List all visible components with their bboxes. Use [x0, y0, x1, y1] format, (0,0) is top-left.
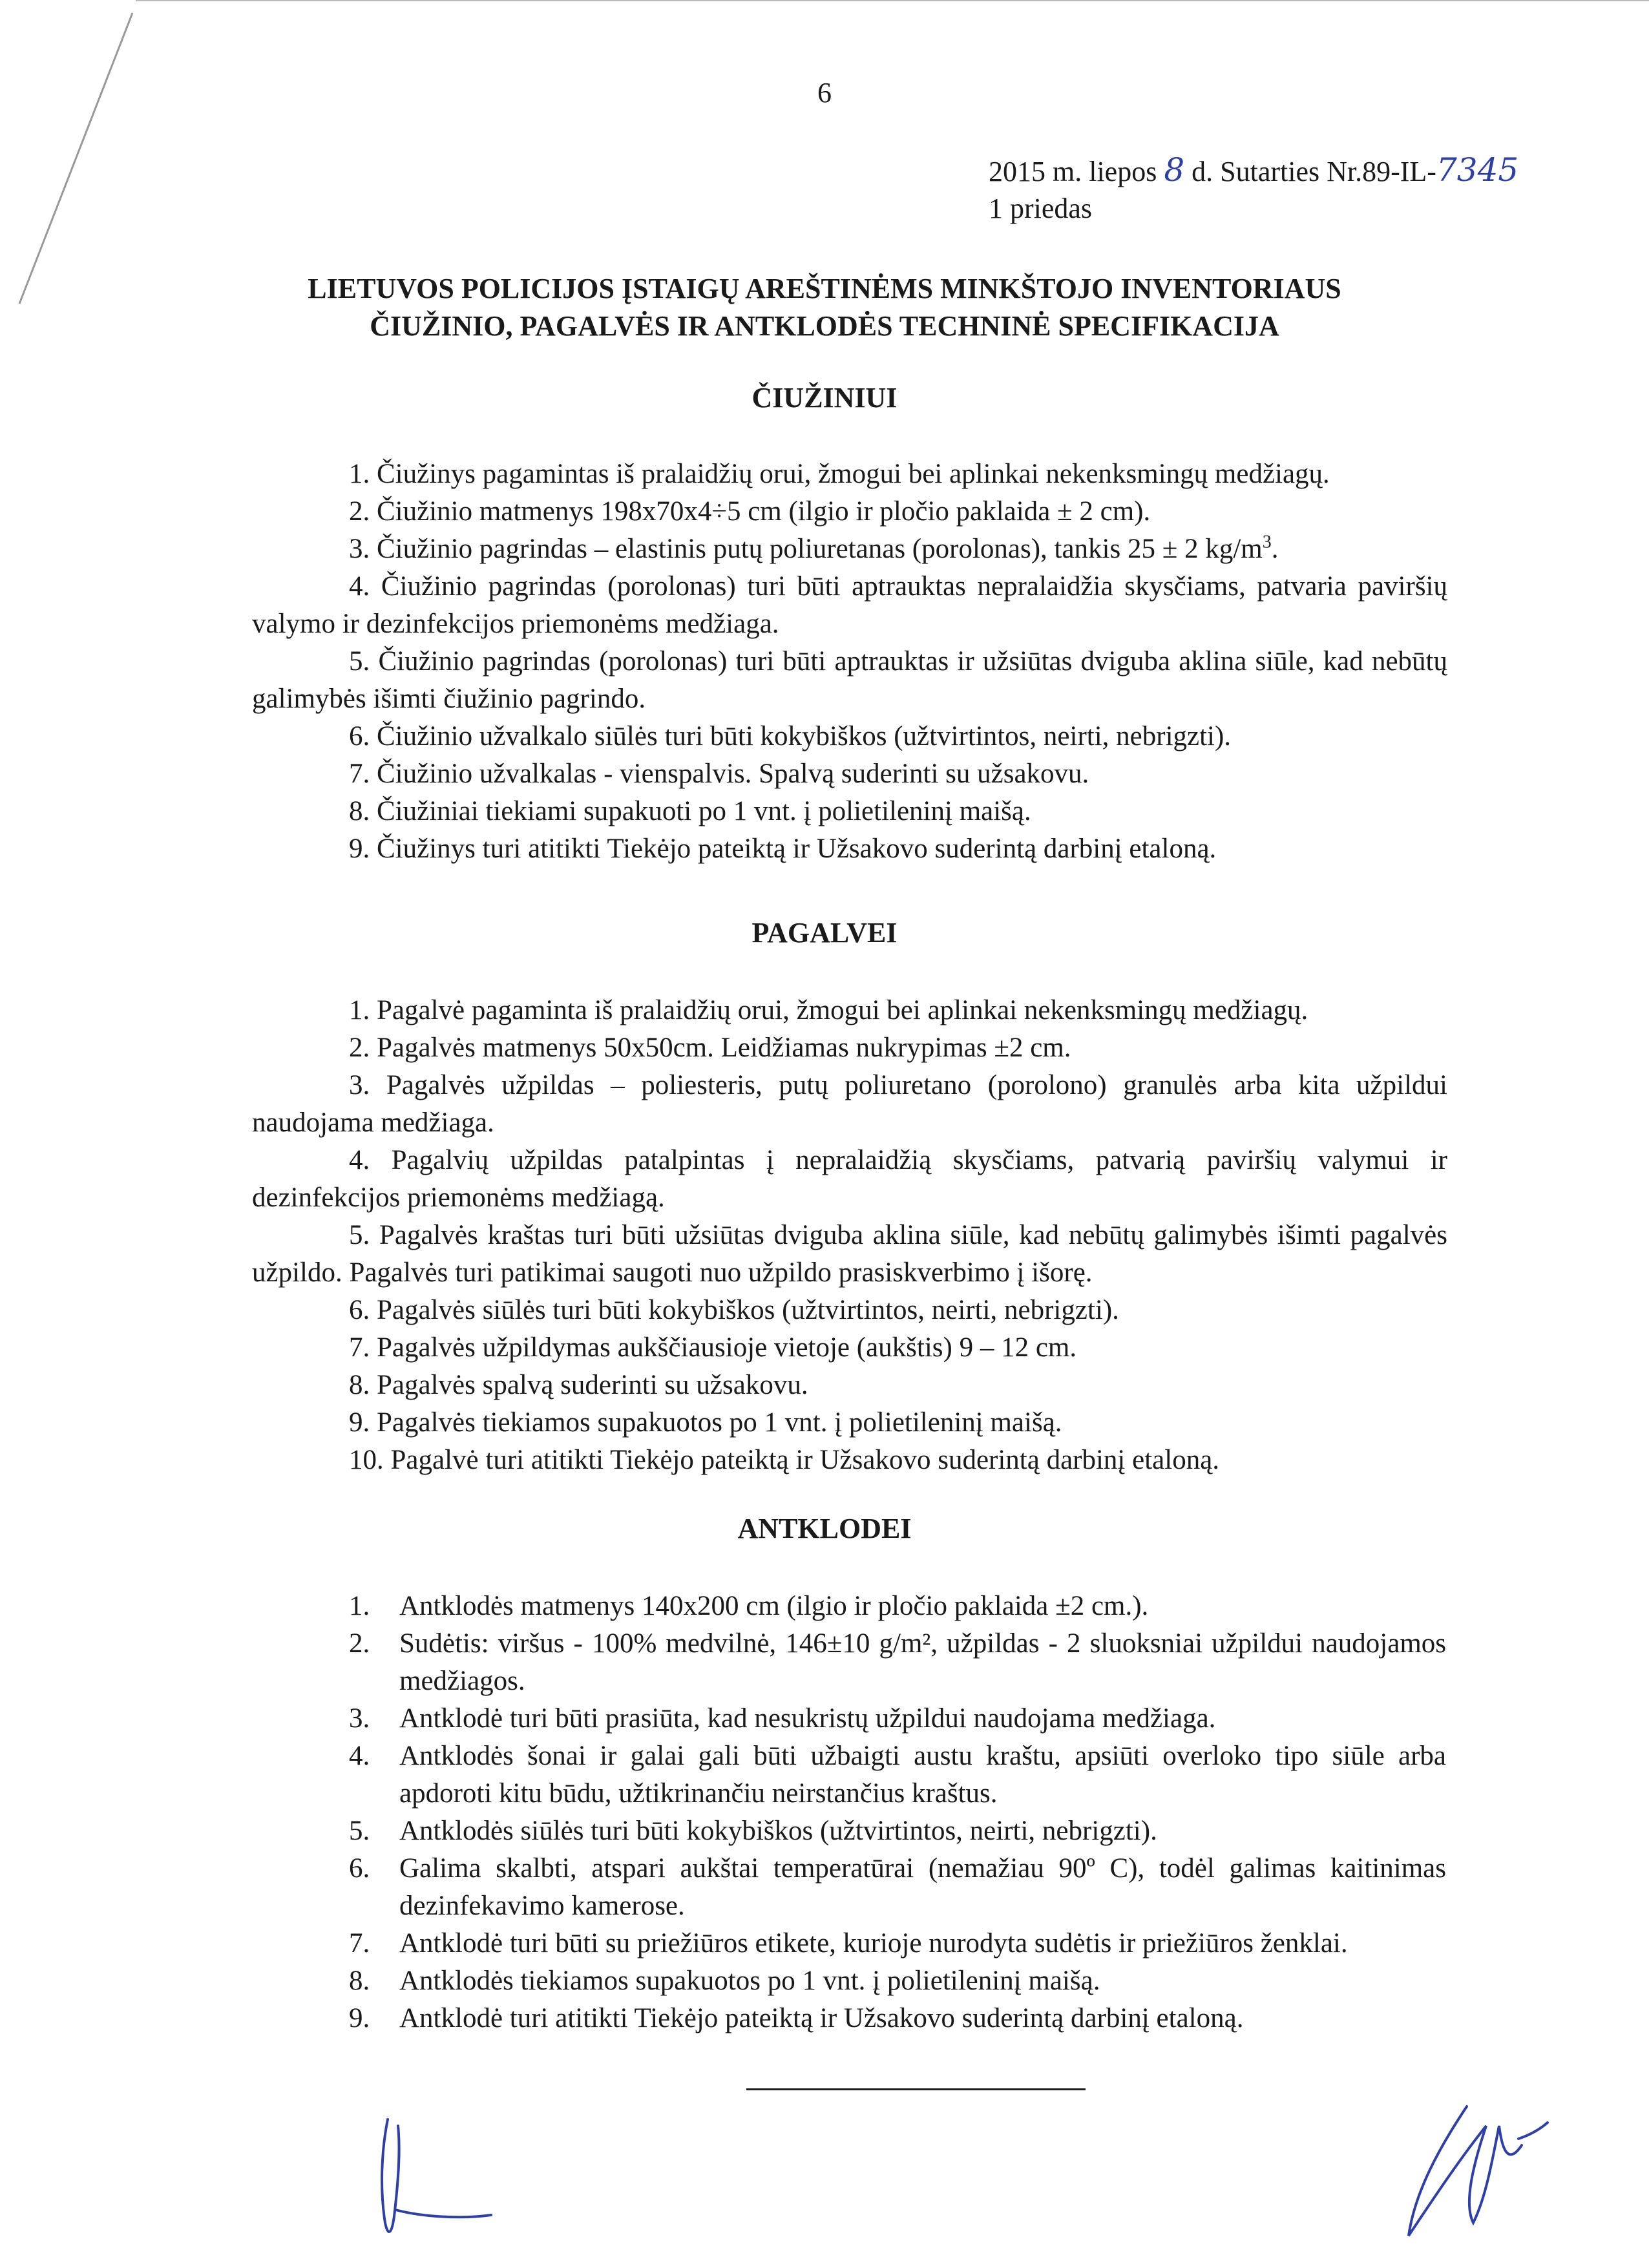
superscript-3: 3: [1262, 532, 1272, 552]
blanket-item-3: 3. Antklodė turi būti prasiūta, kad nesukristų užpildui naudojama medžiaga.: [349, 1703, 1216, 1734]
mattress-item-8: 8. Čiužiniai tiekiami supakuoti po 1 vnt. į polietileninį maišą.: [349, 796, 1031, 826]
date-prefix: 2015 m. liepos: [989, 156, 1157, 187]
blanket-item-8: 8. Antklodės tiekiamos supakuotos po 1 vnt. į polietileninį maišą.: [349, 1966, 1100, 1996]
blanket-item-2: 2. Sudėtis: viršus - 100% medvilnė, 146±10 g/m², užpildas - 2 sluoksniai užpildui naudojamos medžiagos.: [349, 1628, 1446, 1696]
pillow-item-7: 7. Pagalvės užpildymas aukščiausioje vietoje (aukštis) 9 – 12 cm.: [349, 1332, 1077, 1363]
blanket-item-1: 1. Antklodės matmenys 140x200 cm (ilgio ir pločio paklaida ±2 cm.).: [349, 1591, 1149, 1621]
pillow-item-2: 2. Pagalvės matmenys 50x50cm. Leidžiamas nukrypimas ±2 cm.: [349, 1033, 1071, 1063]
pillow-item-10: 10. Pagalvė turi atitikti Tiekėjo pateiktą ir Užsakovo suderintą darbinį etaloną.: [349, 1445, 1220, 1475]
handwritten-day: 8: [1164, 151, 1185, 189]
mattress-item-4: 4. Čiužinio pagrindas (porolonas) turi būti aptrauktas nepralaidžia skysčiams, patvaria paviršių valymo ir dezinfekcijos priemonėms medžiaga.: [252, 571, 1447, 639]
mattress-item-9: 9. Čiužinys turi atitikti Tiekėjo pateiktą ir Užsakovo suderintą darbinį etaloną.: [349, 834, 1217, 864]
document-title-line-1: LIETUVOS POLICIJOS ĮSTAIGŲ AREŠTINĖMS MINKŠTOJO INVENTORIAUS: [308, 273, 1341, 304]
signature-left: [362, 2113, 517, 2255]
pillow-item-9: 9. Pagalvės tiekiamos supakuotos po 1 vnt. į polietileninį maišą.: [349, 1407, 1062, 1438]
blanket-item-4: 4. Antklodės šonai ir galai gali būti užbaigti austu kraštu, apsiūti overloko tipo siūle arba apdoroti kitu būdu, užtikrinančiu neirstančius kraštus.: [349, 1741, 1446, 1809]
section-heading-mattress: ČIUŽINIUI: [751, 382, 898, 414]
blanket-item-9: 9. Antklodė turi atitikti Tiekėjo pateiktą ir Užsakovo suderintą darbinį etaloną.: [349, 2003, 1244, 2033]
contract-prefix: d. Sutarties Nr.89-IL-: [1192, 156, 1436, 187]
contract-reference: [989, 152, 1518, 190]
pillow-item-3: 3. Pagalvės užpildas – poliesteris, putų poliuretano (porolono) granulės arba kita užpildui naudojama medžiaga.: [252, 1070, 1447, 1138]
mattress-item-6: 6. Čiužinio užvalkalo siūlės turi būti kokybiškos (užtvirtintos, neirti, nebrigzti).: [349, 721, 1232, 751]
mattress-item-3: 3. Čiužinio pagrindas – elastinis putų poliuretanas (porolonas), tankis 25 ± 2 $kg/m^3$.: [349, 532, 1279, 564]
mattress-item-2: 2. Čiužinio matmenys 198x70x4÷5 cm (ilgio ir pločio paklaida ± 2 cm).: [349, 496, 1151, 527]
mattress-item-1: 1. Čiužinys pagamintas iš pralaidžių orui, žmogui bei aplinkai nekenksmingų medžiagų.: [349, 459, 1330, 489]
annex-label: 1 priedas: [989, 193, 1093, 224]
pillow-item-4: 4. Pagalvių užpildas patalpintas į nepralaidžią skysčiams, patvarią paviršių valymui ir dezinfekcijos priemonėms medžiagą.: [252, 1145, 1447, 1213]
document-title-line-2: ČIUŽINIO, PAGALVĖS IR ANTKLODĖS TECHNINĖ SPECIFIKACIJA: [370, 310, 1279, 342]
blanket-item-5: 5. Antklodės siūlės turi būti kokybiškos (užtvirtintos, neirti, nebrigzti).: [349, 1816, 1157, 1846]
blanket-item-6: 6. Galima skalbti, atspari aukštai temperatūrai (nemažiau 90º C), todėl galimas kaitinimas dezinfekavimo kamerose.: [349, 1853, 1446, 1921]
signature-right: [1389, 2087, 1557, 2255]
blanket-item-7: 7. Antklodė turi būti su priežiūros etikete, kurioje nurodyta sudėtis ir priežiūros ženklai.: [349, 1928, 1348, 1958]
pillow-item-5: 5. Pagalvės kraštas turi būti užsiūtas dviguba aklina siūle, kad nebūtų galimybės išimti pagalvės užpildo. Pagalvės turi patikimai saugoti nuo užpildo prasiskverbimo į išorę.: [252, 1220, 1447, 1288]
section-heading-pillow: PAGALVEI: [751, 917, 898, 949]
handwritten-contract-number: 7345: [1436, 151, 1519, 189]
closing-rule: [746, 2088, 1086, 2090]
section-heading-blanket: ANTKLODEI: [737, 1513, 912, 1544]
pillow-item-8: 8. Pagalvės spalvą suderinti su užsakovu.: [349, 1370, 808, 1400]
mattress-item-5: 5. Čiužinio pagrindas (porolonas) turi būti aptrauktas ir užsiūtas dviguba aklina siūle, kad nebūtų galimybės išimti čiužinio pagrindo.: [252, 646, 1447, 714]
pillow-item-1: 1. Pagalvė pagaminta iš pralaidžių orui, žmogui bei aplinkai nekenksmingų medžiagų.: [349, 995, 1308, 1025]
page-number: 6: [817, 77, 832, 109]
pillow-item-6: 6. Pagalvės siūlės turi būti kokybiškos (užtvirtintos, neirti, nebrigzti).: [349, 1295, 1119, 1325]
mattress-item-7: 7. Čiužinio užvalkalas - vienspalvis. Spalvą suderinti su užsakovu.: [349, 759, 1089, 789]
